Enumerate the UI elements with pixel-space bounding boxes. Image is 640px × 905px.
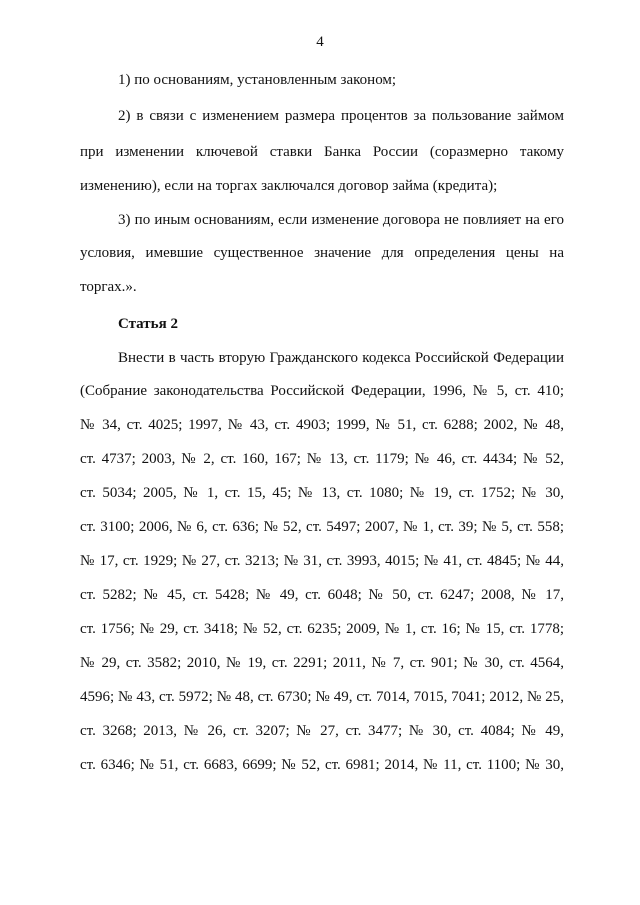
article-line: ст. 5282; № 45, ст. 5428; № 49, ст. 6048; № 50, ст. 6247; 2008, № 17, [80,587,564,603]
article-line: № 34, ст. 4025; 1997, № 43, ст. 4903; 1999, № 51, ст. 6288; 2002, № 48, [80,417,564,433]
article-line: № 17, ст. 1929; № 27, ст. 3213; № 31, ст. 3993, 4015; № 41, ст. 4845; № 44, [80,553,564,569]
paragraph-3-line-1: 3) по иным основаниям, если изменение договора не повлияет на его [118,212,564,228]
article-line: ст. 5034; 2005, № 1, ст. 15, 45; № 13, ст. 1080; № 19, ст. 1752; № 30, [80,485,564,501]
paragraph-2-line-1: 2) в связи с изменением размера процентов за пользование займом [118,108,564,124]
article-line: ст. 1756; № 29, ст. 3418; № 52, ст. 6235; 2009, № 1, ст. 16; № 15, ст. 1778; [80,621,564,637]
article-line: ст. 3268; 2013, № 26, ст. 3207; № 27, ст. 3477; № 30, ст. 4084; № 49, [80,723,564,739]
paragraph-3-line-2: условия, имевшие существенное значение для определения цены на [80,245,564,261]
page-number: 4 [316,34,324,50]
paragraph-2-line-2: при изменении ключевой ставки Банка России (соразмерно такому [80,144,564,160]
article-line: (Собрание законодательства Российской Федерации, 1996, № 5, ст. 410; [80,383,564,399]
article-line: ст. 4737; 2003, № 2, ст. 160, 167; № 13, ст. 1179; № 46, ст. 4434; № 52, [80,451,564,467]
article-line: ст. 6346; № 51, ст. 6683, 6699; № 52, ст. 6981; 2014, № 11, ст. 1100; № 30, [80,757,564,773]
paragraph-2-line-3: изменению), если на торгах заключался договор займа (кредита); [80,178,498,194]
article-line: ст. 3100; 2006, № 6, ст. 636; № 52, ст. 5497; 2007, № 1, ст. 39; № 5, ст. 558; [80,519,564,535]
article-heading: Статья 2 [118,316,178,332]
article-line: № 29, ст. 3582; 2010, № 19, ст. 2291; 2011, № 7, ст. 901; № 30, ст. 4564, [80,655,564,671]
paragraph-3-line-3: торгах.». [80,279,137,295]
paragraph-1-line-1: 1) по основаниям, установленным законом; [118,72,397,88]
article-line: 4596; № 43, ст. 5972; № 48, ст. 6730; № 49, ст. 7014, 7015, 7041; 2012, № 25, [80,689,564,705]
article-line: Внести в часть вторую Гражданского кодекса Российской Федерации [118,350,564,366]
